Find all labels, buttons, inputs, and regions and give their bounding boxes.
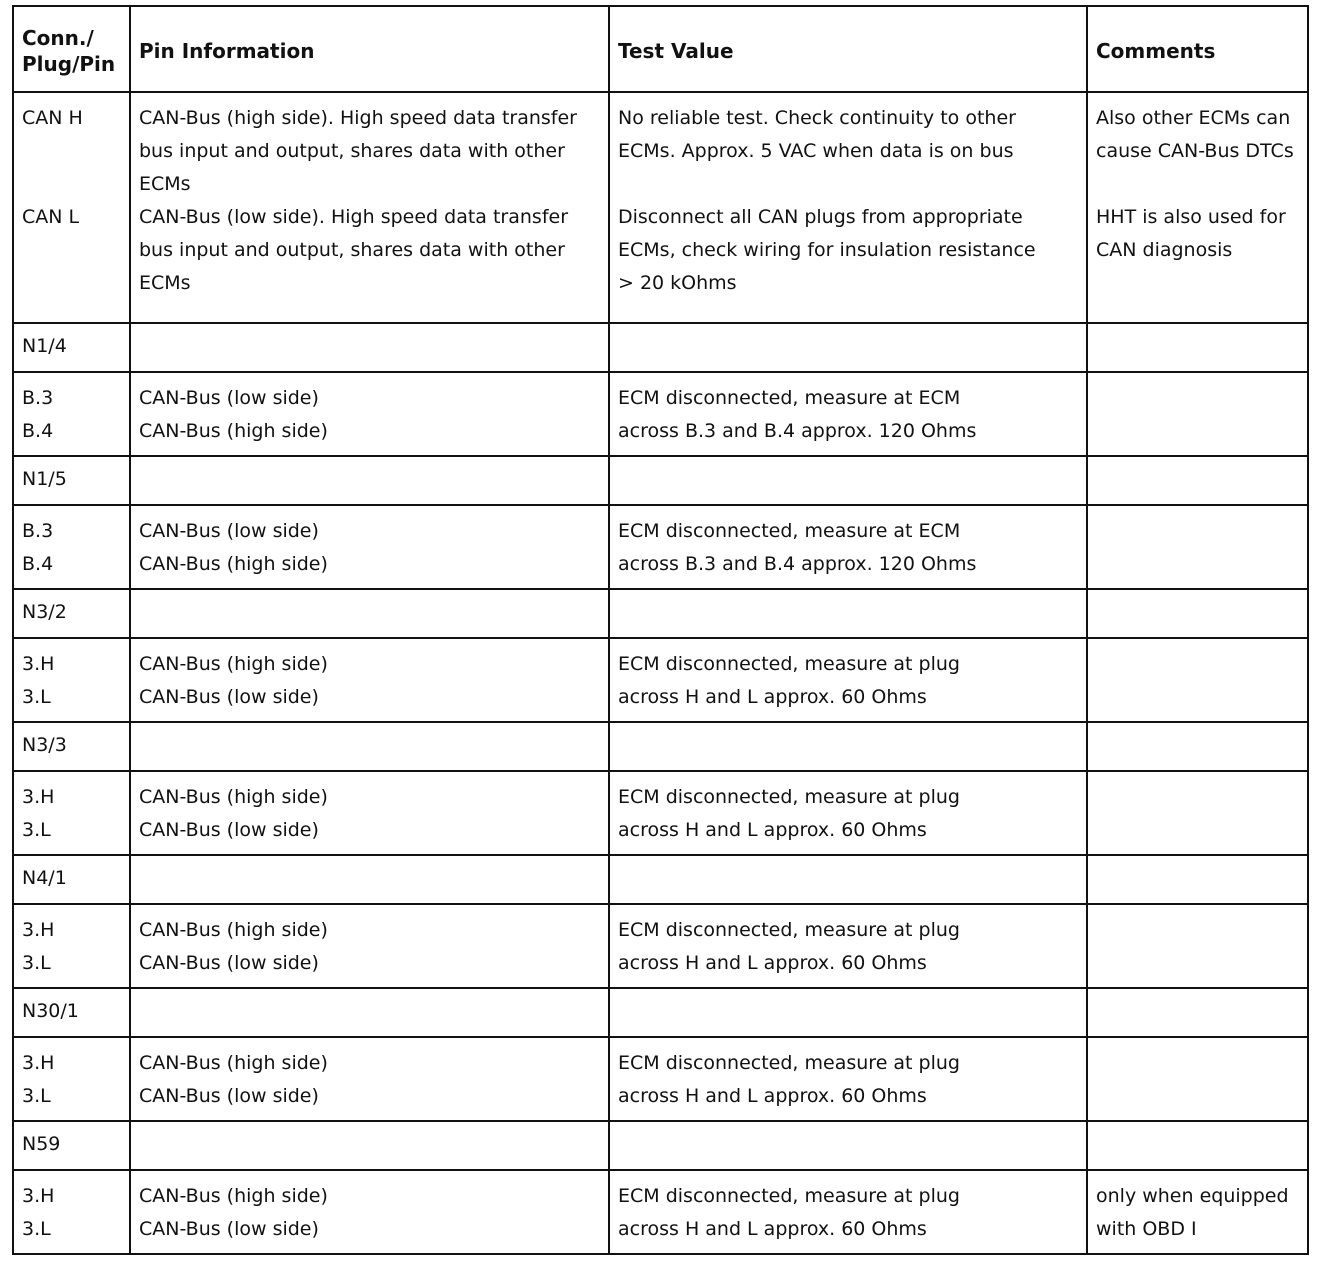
pin-info-line: CAN-Bus (low side)	[139, 1218, 319, 1240]
pins-line: B.4	[22, 420, 54, 442]
pin-info-line: CAN-Bus (low side)	[139, 387, 319, 409]
empty-cell	[609, 1121, 1087, 1170]
pin-info-line: CAN-Bus (high side)	[139, 653, 328, 675]
pins-line: B.4	[22, 553, 54, 575]
pins-line: 3.H	[22, 1185, 55, 1207]
connector-row	[13, 988, 1308, 1037]
comment-cell	[1087, 638, 1308, 722]
pin-info-line: CAN-Bus (high side)	[139, 786, 328, 808]
empty-cell	[1087, 722, 1308, 771]
pin-info-line: CAN-Bus (high side)	[139, 1052, 328, 1074]
pin-pair-row	[13, 372, 1308, 456]
can-pins-cell: CAN H CAN L	[13, 92, 130, 323]
test-value-line: across H and L approx. 60 Ohms	[618, 1218, 927, 1240]
pins-line: B.3	[22, 387, 54, 409]
pin-info-line: CAN-Bus (high side)	[139, 1185, 328, 1207]
connector-name-cell: N4/1	[13, 855, 130, 904]
comment-cell	[1087, 771, 1308, 855]
test-value-cell	[609, 372, 1087, 456]
pins-cell	[13, 505, 130, 589]
test-value-line: across H and L approx. 60 Ohms	[618, 819, 927, 841]
pin-info-line: CAN-Bus (high side)	[139, 553, 328, 575]
empty-cell	[609, 589, 1087, 638]
header-pin-information: Pin Information	[130, 6, 609, 92]
header-comments: Comments	[1087, 6, 1308, 92]
connector-name-cell: N3/2	[13, 589, 130, 638]
pin-pair-row	[13, 505, 1308, 589]
test-value-cell	[609, 1170, 1087, 1254]
pins-line: B.3	[22, 520, 54, 542]
pins-line: 3.H	[22, 786, 55, 808]
pins-cell	[13, 372, 130, 456]
header-conn-plug-pin: Conn./ Plug/Pin	[13, 6, 130, 92]
empty-cell	[1087, 988, 1308, 1037]
test-value-line: across H and L approx. 60 Ohms	[618, 686, 927, 708]
test-value-line: across B.3 and B.4 approx. 120 Ohms	[618, 553, 977, 575]
empty-cell	[609, 456, 1087, 505]
pins-cell	[13, 1170, 130, 1254]
empty-cell	[609, 855, 1087, 904]
pins-line: 3.L	[22, 686, 51, 708]
empty-cell	[609, 722, 1087, 771]
empty-cell	[130, 456, 609, 505]
test-value-line: ECM disconnected, measure at plug	[618, 1052, 960, 1074]
comment-cell	[1087, 904, 1308, 988]
can-test-cell: No reliable test. Check continuity to other ECMs. Approx. 5 VAC when data is on bus Disconnect all CAN plugs from appropriate ECMs, check wiring for insulation resistance > 20 kOhms	[609, 92, 1087, 323]
empty-cell	[130, 722, 609, 771]
empty-cell	[609, 988, 1087, 1037]
connector-name-cell: N1/5	[13, 456, 130, 505]
connector-row	[13, 1121, 1308, 1170]
test-value-cell	[609, 1037, 1087, 1121]
test-value-line: ECM disconnected, measure at plug	[618, 653, 960, 675]
can-bus-row	[13, 92, 1308, 323]
pin-info-line: CAN-Bus (low side)	[139, 520, 319, 542]
pins-line: 3.L	[22, 952, 51, 974]
empty-cell	[130, 988, 609, 1037]
empty-cell	[1087, 1121, 1308, 1170]
can-info-cell: CAN-Bus (high side). High speed data transfer bus input and output, shares data with other ECMs CAN-Bus (low side). High speed data transfer bus input and output, shares data with other ECMs	[130, 92, 609, 323]
connector-name-cell: N1/4	[13, 323, 130, 372]
pin-info-line: CAN-Bus (low side)	[139, 819, 319, 841]
empty-cell	[130, 855, 609, 904]
test-value-line: ECM disconnected, measure at plug	[618, 786, 960, 808]
header-test-value: Test Value	[609, 6, 1087, 92]
pins-cell	[13, 904, 130, 988]
test-value-cell	[609, 904, 1087, 988]
test-value-cell	[609, 771, 1087, 855]
pin-table	[12, 5, 1309, 1255]
pin-info-cell	[130, 904, 609, 988]
test-value-line: ECM disconnected, measure at ECM	[618, 387, 961, 409]
pins-line: 3.L	[22, 1218, 51, 1240]
pins-cell	[13, 638, 130, 722]
comment-line: with OBD I	[1096, 1218, 1197, 1240]
test-value-line: across B.3 and B.4 approx. 120 Ohms	[618, 420, 977, 442]
test-value-line: ECM disconnected, measure at plug	[618, 919, 960, 941]
pin-info-cell	[130, 505, 609, 589]
pin-info-line: CAN-Bus (low side)	[139, 1085, 319, 1107]
empty-cell	[130, 323, 609, 372]
comment-line: only when equipped	[1096, 1185, 1289, 1207]
pins-line: 3.H	[22, 653, 55, 675]
empty-cell	[1087, 323, 1308, 372]
pins-cell	[13, 771, 130, 855]
connector-row	[13, 323, 1308, 372]
connector-name-cell: N59	[13, 1121, 130, 1170]
pins-cell	[13, 1037, 130, 1121]
pin-info-cell	[130, 771, 609, 855]
pin-info-cell	[130, 1170, 609, 1254]
pin-info-cell	[130, 1037, 609, 1121]
empty-cell	[609, 323, 1087, 372]
connector-row	[13, 589, 1308, 638]
connector-row	[13, 855, 1308, 904]
pin-info-cell	[130, 638, 609, 722]
connector-row	[13, 722, 1308, 771]
pin-pair-row	[13, 1170, 1308, 1254]
header-row	[13, 6, 1308, 92]
test-value-cell	[609, 505, 1087, 589]
pin-pair-row	[13, 904, 1308, 988]
comment-cell	[1087, 1037, 1308, 1121]
pins-line: 3.L	[22, 1085, 51, 1107]
comment-cell	[1087, 372, 1308, 456]
pin-info-line: CAN-Bus (high side)	[139, 420, 328, 442]
connector-name-cell: N30/1	[13, 988, 130, 1037]
pins-line: 3.H	[22, 1052, 55, 1074]
pin-pair-row	[13, 771, 1308, 855]
comment-cell	[1087, 1170, 1308, 1254]
empty-cell	[1087, 855, 1308, 904]
connector-name-cell: N3/3	[13, 722, 130, 771]
test-value-cell	[609, 638, 1087, 722]
pin-info-line: CAN-Bus (low side)	[139, 686, 319, 708]
empty-cell	[1087, 589, 1308, 638]
comment-cell	[1087, 505, 1308, 589]
test-value-line: across H and L approx. 60 Ohms	[618, 1085, 927, 1107]
pins-line: 3.L	[22, 819, 51, 841]
test-value-line: ECM disconnected, measure at plug	[618, 1185, 960, 1207]
pin-pair-row	[13, 1037, 1308, 1121]
pin-pair-row	[13, 638, 1308, 722]
pin-info-cell	[130, 372, 609, 456]
pin-info-line: CAN-Bus (high side)	[139, 919, 328, 941]
connector-row	[13, 456, 1308, 505]
test-value-line: ECM disconnected, measure at ECM	[618, 520, 961, 542]
empty-cell	[1087, 456, 1308, 505]
test-value-line: across H and L approx. 60 Ohms	[618, 952, 927, 974]
pin-info-line: CAN-Bus (low side)	[139, 952, 319, 974]
empty-cell	[130, 589, 609, 638]
pins-line: 3.H	[22, 919, 55, 941]
empty-cell	[130, 1121, 609, 1170]
can-comment-cell: Also other ECMs can cause CAN-Bus DTCs HHT is also used for CAN diagnosis	[1087, 92, 1308, 323]
